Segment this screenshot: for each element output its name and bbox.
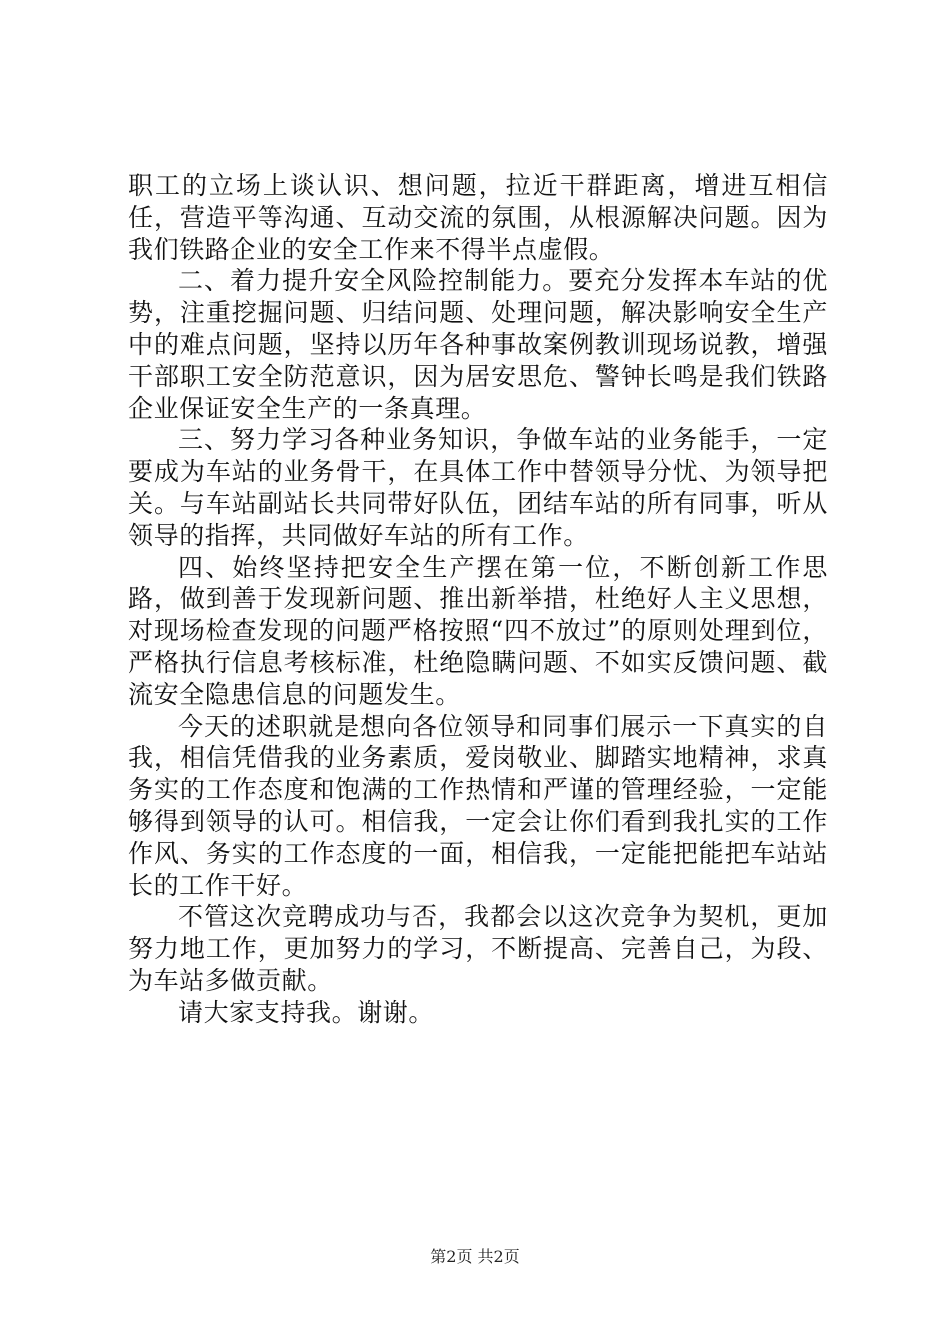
paragraph-continued: 职工的立场上谈认识、想问题，拉近干群距离，增进互相信任，营造平等沟通、互动交流的氛围，从根源解决问题。因为我们铁路企业的安全工作来不得半点虚假。	[128, 171, 828, 264]
paragraph-point-three: 三、努力学习各种业务知识，争做车站的业务能手，一定要成为车站的业务骨干，在具体工作中替领导分忧、为领导把关。与车站副站长共同带好队伍，团结车站的所有同事，听从领导的指挥，共同做好车站的所有工作。	[128, 425, 828, 550]
paragraph-point-two: 二、着力提升安全风险控制能力。要充分发挥本车站的优势，注重挖掘问题、归结问题、处理问题，解决影响安全生产中的难点问题，坚持以历年各种事故案例教训现场说教，增强干部职工安全防范意识，因为居安思危、警钟长鸣是我们铁路企业保证安全生产的一条真理。	[128, 266, 828, 423]
paragraph-closing: 请大家支持我。谢谢。	[178, 997, 435, 1027]
paragraph-summary: 今天的述职就是想向各位领导和同事们展示一下真实的自我，相信凭借我的业务素质，爱岗敬业、脚踏实地精神，求真务实的工作态度和饱满的工作热情和严谨的管理经验，一定能够得到领导的认可。相信我，一定会让你们看到我扎实的工作作风、务实的工作态度的一面，相信我，一定能把能把车站站长的工作干好。	[128, 711, 828, 900]
paragraph-point-four: 四、始终坚持把安全生产摆在第一位，不断创新工作思路，做到善于发现新问题、推出新举措，杜绝好人主义思想，对现场检查发现的问题严格按照“四不放过”的原则处理到位，严格执行信息考核标准，杜绝隐瞒问题、不如实反馈问题、截流安全隐患信息的问题发生。	[128, 552, 828, 709]
document-body	[128, 170, 828, 1029]
page-number-footer: 第2页 共2页	[430, 1247, 520, 1266]
paragraph-commitment: 不管这次竞聘成功与否，我都会以这次竞争为契机，更加努力地工作，更加努力的学习，不断提高、完善自己，为段、为车站多做贡献。	[128, 902, 828, 995]
